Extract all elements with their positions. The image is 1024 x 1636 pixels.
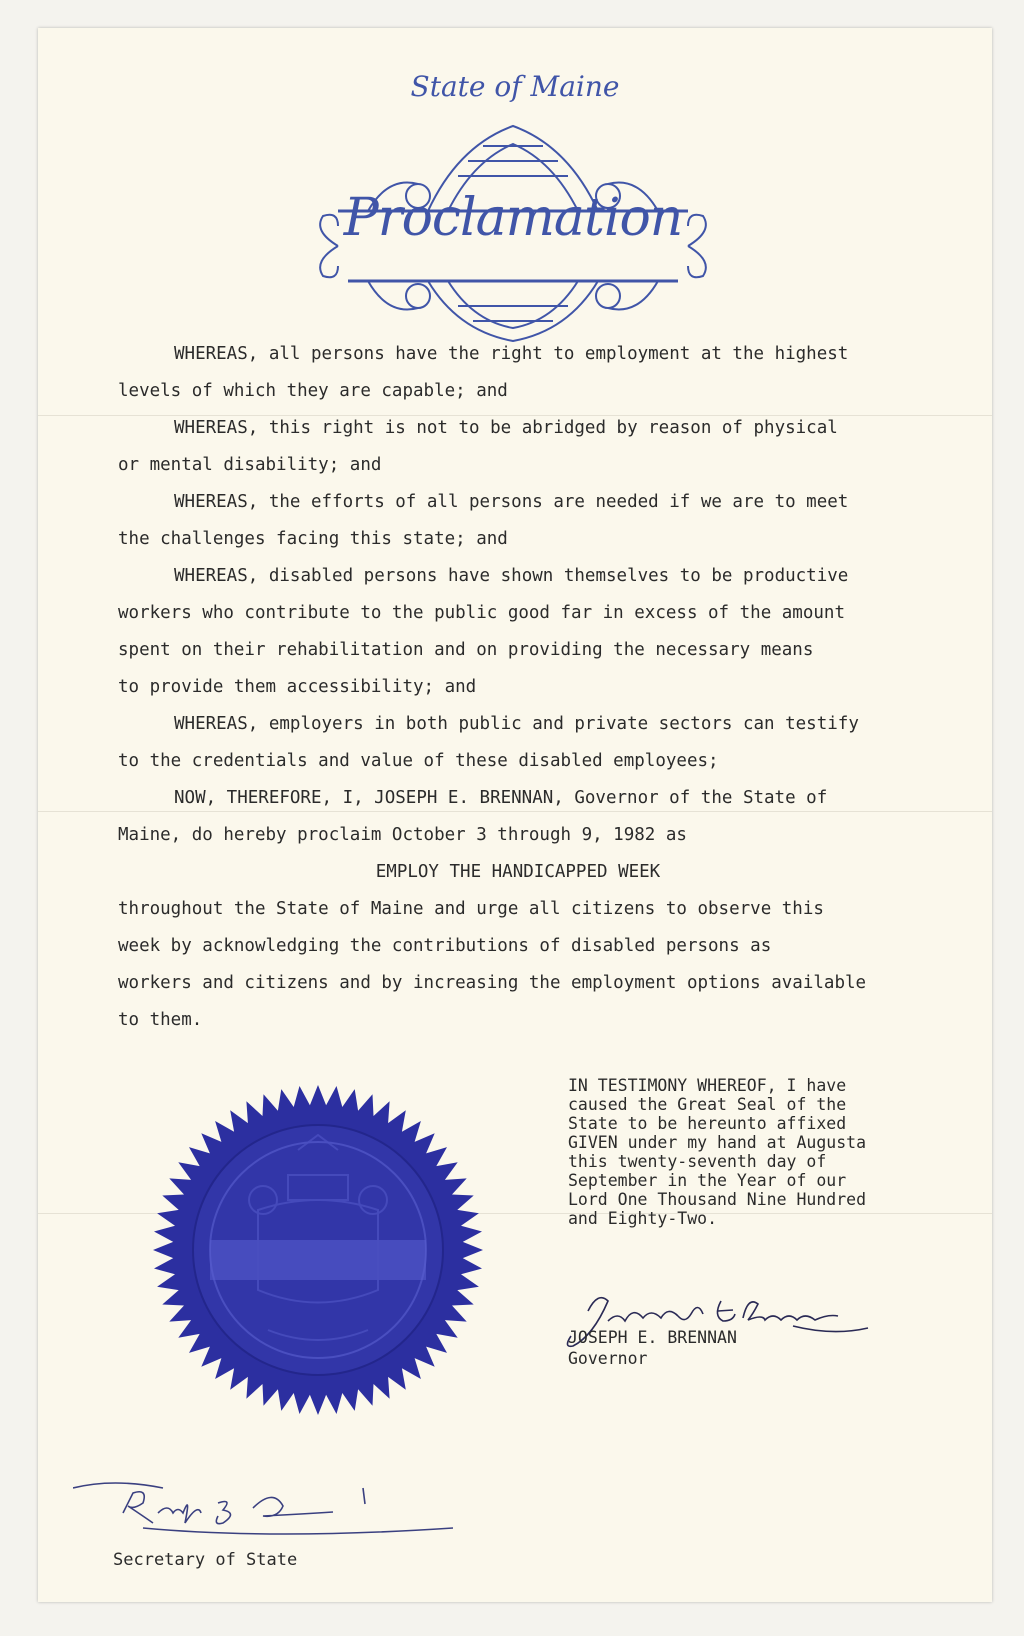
- whereas-lead: WHEREAS,: [174, 566, 259, 586]
- proclamation-document: [38, 28, 992, 1602]
- whereas-paragraph-1: [118, 336, 918, 410]
- paragraph-line: Maine, do hereby proclaim October 3 through 9, 1982 as: [118, 825, 687, 845]
- whereas-lead: WHEREAS,: [174, 492, 259, 512]
- proclamation-ornament: [308, 116, 718, 346]
- great-seal: [148, 1080, 488, 1420]
- paragraph-line: disabled persons have shown themselves to be productive: [268, 566, 849, 586]
- testimony-text: IN TESTIMONY WHEREOF, I have caused the Great Seal of the State to be hereunto affixed GIVEN under my hand at Augusta this twenty-seventh day of September in the Year of our Lord One Thousand Nine Hundred and Eighty-Two.: [568, 1076, 867, 1228]
- governor-name: JOSEPH E. BRENNAN: [568, 1328, 737, 1347]
- seal-icon: [148, 1080, 488, 1420]
- whereas-lead: WHEREAS,: [174, 418, 259, 438]
- proclamation-title: Proclamation: [343, 188, 683, 248]
- governor-title: Governor: [568, 1349, 648, 1368]
- paragraph-line: workers who contribute to the public good far in excess of the amount: [118, 603, 845, 623]
- paragraph-line: to the credentials and value of these disabled employees;: [118, 751, 719, 771]
- paragraph-line: the efforts of all persons are needed if we are to meet: [268, 492, 849, 512]
- paragraph-line: to provide them accessibility; and: [118, 677, 477, 697]
- paragraph-line: spent on their rehabilitation and on providing the necessary means: [118, 640, 814, 660]
- whereas-paragraph-2: [118, 410, 918, 484]
- whereas-lead: WHEREAS,: [174, 714, 259, 734]
- paragraph-line: or mental disability; and: [118, 455, 382, 475]
- secretary-title: Secretary of State: [113, 1550, 298, 1570]
- paragraph-line: employers in both public and private sectors can testify: [268, 714, 859, 734]
- state-heading: State of Maine: [410, 70, 620, 103]
- paragraph-line: week by acknowledging the contributions of disabled persons as: [118, 936, 772, 956]
- paragraph-line: the challenges facing this state; and: [118, 529, 508, 549]
- paragraph-line: levels of which they are capable; and: [118, 381, 508, 401]
- whereas-paragraph-5: [118, 706, 918, 780]
- whereas-lead: WHEREAS,: [174, 344, 259, 364]
- paragraph-line: this right is not to be abridged by reason of physical: [268, 418, 838, 438]
- paragraph-line: to them.: [118, 1010, 203, 1030]
- paragraph-line: workers and citizens and by increasing the employment options available: [118, 973, 867, 993]
- paragraph-line: NOW, THEREFORE, I, JOSEPH E. BRENNAN, Governor of the State of: [174, 788, 828, 808]
- event-name: EMPLOY THE HANDICAPPED WEEK: [375, 862, 661, 882]
- paragraph-line: throughout the State of Maine and urge all citizens to observe this: [118, 899, 824, 919]
- whereas-paragraph-3: [118, 484, 918, 558]
- closing-paragraph: [118, 891, 918, 1039]
- whereas-paragraph-4: [118, 558, 918, 706]
- secretary-signature-icon: [73, 1468, 453, 1548]
- paragraph-line: all persons have the right to employment at the highest: [268, 344, 849, 364]
- proclamation-statement: [118, 780, 918, 854]
